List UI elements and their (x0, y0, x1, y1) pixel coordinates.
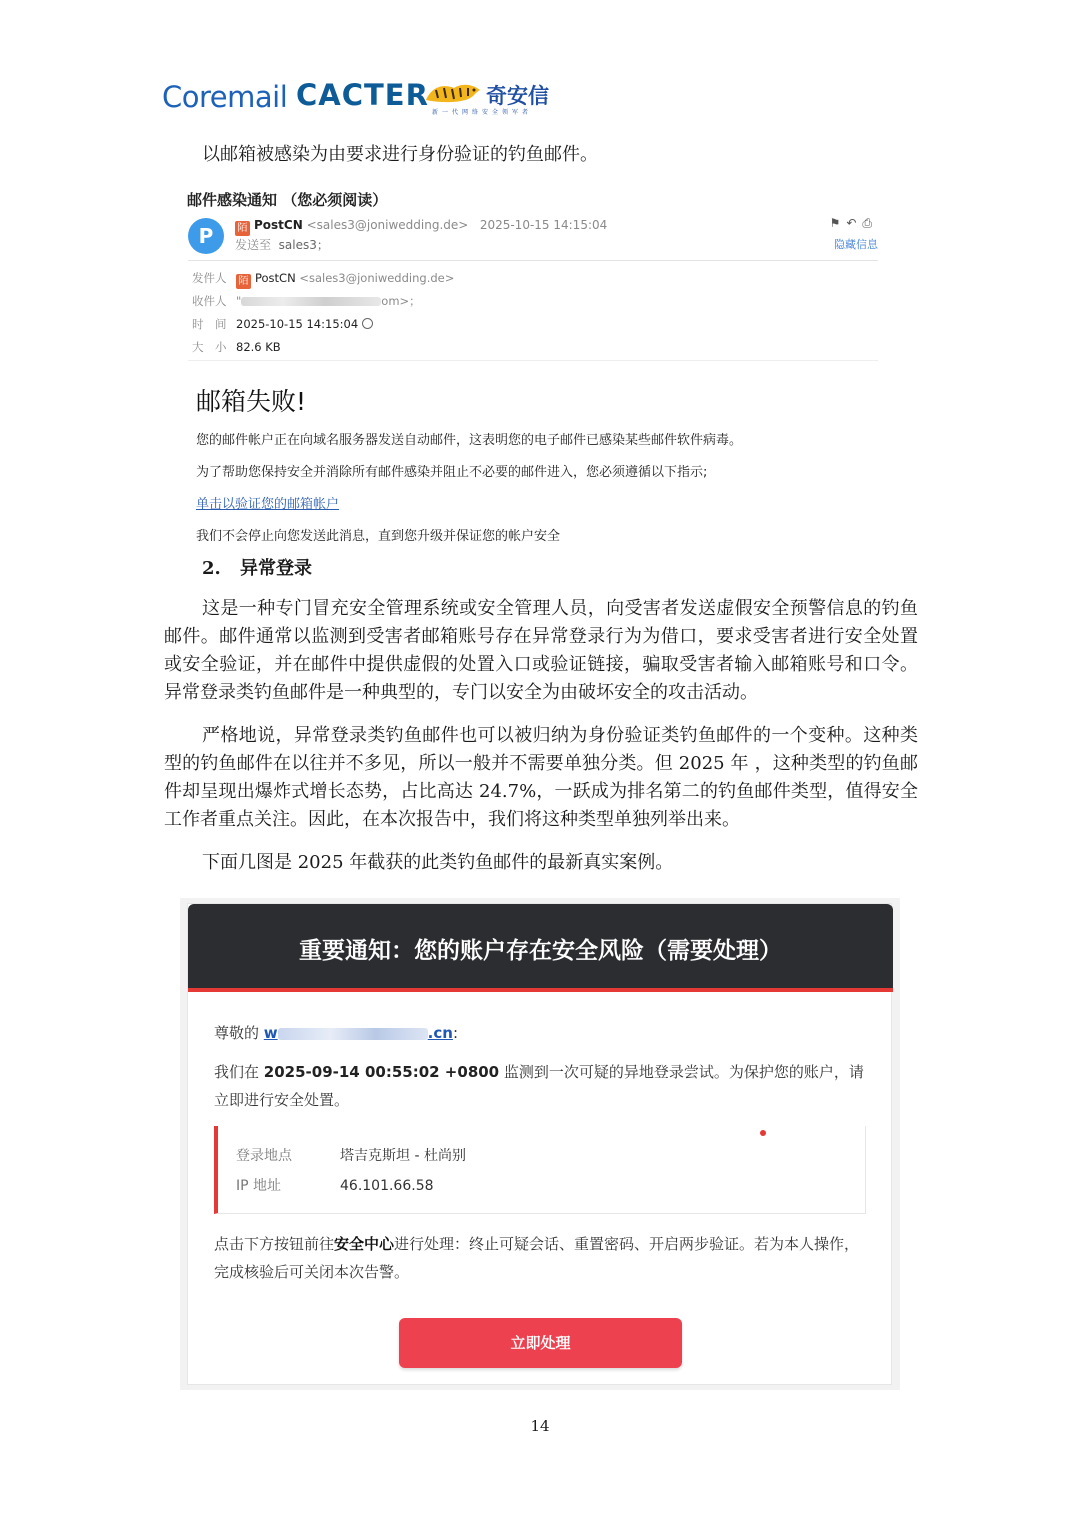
detect-suffix: 监测到一次可疑的异地登录尝试。为保护您的账户，请立即进行安全处置。 (214, 1063, 864, 1109)
hide-info-link[interactable]: 隐藏信息 (834, 238, 878, 251)
action-instructions (214, 1230, 874, 1286)
flag-icon[interactable]: ⚑ (829, 216, 847, 230)
handle-now-button[interactable]: 立即处理 (399, 1318, 682, 1368)
print-icon[interactable]: ⎙ (862, 216, 878, 230)
clock-icon (362, 318, 373, 329)
email-subject: 邮件感染通知 （您必须阅读） (187, 191, 388, 209)
login-info-box (214, 1126, 866, 1214)
qianxin-logo (424, 76, 564, 120)
detection-text (214, 1058, 874, 1114)
meta-from-label: 发件人 (192, 271, 227, 285)
sender-address: <sales3@joniwedding.de> (306, 218, 469, 232)
email-screenshot-abnormal-login (180, 898, 900, 1390)
tiger-icon (424, 80, 484, 106)
coremail-logo: Coremail (162, 80, 288, 114)
reply-icon[interactable]: ↶ (846, 216, 863, 230)
location-label: 登录地点 (236, 1148, 292, 1164)
ip-address-row (236, 1175, 434, 1195)
stranger-tag: 陌 (235, 221, 250, 236)
meta-size-label: 大 小 (192, 340, 227, 354)
alert-header (188, 904, 893, 992)
meta-from-address: <sales3@joniwedding.de> (299, 271, 455, 285)
alert-email-card (187, 903, 892, 1385)
verify-mailbox-link[interactable]: 单击以验证您的邮箱帐户 (196, 497, 340, 512)
detect-prefix: 我们在 (214, 1063, 260, 1081)
section-title: 异常登录 (240, 558, 312, 579)
sender-avatar: P (188, 218, 224, 254)
alert-title: 重要通知：您的账户存在安全风险（需要处理） (299, 938, 782, 964)
meta-divider (188, 360, 878, 361)
meta-from-name: PostCN (255, 271, 296, 285)
qianxin-tagline: 新一代网络安全领军者 (432, 109, 533, 116)
sent-to-label: 发送至 (235, 238, 272, 252)
sent-time: 2025-10-15 14:15:04 (479, 218, 608, 232)
sent-to-value: sales3； (278, 238, 329, 252)
ip-value: 46.101.66.58 (340, 1178, 434, 1194)
action-prefix: 点击下方按钮前往 (214, 1235, 335, 1253)
paragraph-3: 下面几图是 2025 年截获的此类钓鱼邮件的最新真实案例。 (202, 852, 674, 873)
meta-to-label: 收件人 (192, 294, 227, 308)
detect-time: 2025-09-14 00:55:02 +0800 (263, 1063, 500, 1081)
meta-size (192, 339, 281, 355)
greeting (214, 1022, 458, 1043)
greeting-prefix: 尊敬的 (214, 1024, 260, 1042)
meta-time-label: 时 间 (192, 317, 227, 331)
section-number: 2. (202, 558, 221, 579)
meta-to-suffix: om>； (381, 294, 421, 308)
header-divider (188, 260, 878, 261)
qianxin-name: 奇安信 (486, 84, 549, 108)
email-toolbar (830, 216, 878, 231)
email-body-title: 邮箱失败! (196, 387, 307, 416)
login-location-row (236, 1145, 466, 1165)
meta-time-value: 2025-10-15 14:15:04 (236, 317, 359, 331)
meta-from (192, 270, 454, 289)
action-suffix: 进行处理：终止可疑会话、重置密码、开启两步验证。若为本人操作，完成核验后可关闭本次告警。 (214, 1235, 860, 1281)
meta-to (192, 293, 421, 309)
greeting-suffix: : (452, 1024, 458, 1042)
sender-line (235, 218, 607, 236)
location-value: 塔吉克斯坦 - 杜尚别 (340, 1148, 466, 1164)
paragraph-1: 这是一种专门冒充安全管理系统或安全管理人员，向受害者发送虚假安全预警信息的钓鱼邮件。邮件通常以监测到受害者邮箱账号存在异常登录行为为借口，要求受害者进行安全处置或安全验证，并在邮件中提供虚假的处置入口或验证链接，骗取受害者输入邮箱账号和口令。异常登录类钓鱼邮件是一种典型的，专门以安全为由破坏安全的攻击活动。 (164, 598, 918, 703)
meta-time (192, 316, 373, 332)
redacted-account (278, 1028, 428, 1040)
page-number: 14 (530, 1417, 550, 1435)
email-body-line-2: 为了帮助您保持安全并消除所有邮件感染并阻止不必要的邮件进入，您必须遵循以下指示; (196, 465, 708, 480)
stranger-tag: 陌 (236, 274, 251, 289)
email-body-line-1: 您的邮件帐户正在向域名服务器发送自动邮件，这表明您的电子邮件已感染某些邮件软件病毒。 (196, 433, 743, 448)
meta-size-value: 82.6 KB (236, 340, 281, 354)
cacter-logo: CACTER (296, 78, 429, 112)
header-logos (162, 76, 582, 120)
sent-to-line (235, 236, 329, 253)
red-dot (760, 1130, 766, 1136)
email-body-line-3: 我们不会停止向您发送此消息，直到您升级并保证您的帐户安全 (196, 529, 561, 544)
security-center-text: 安全中心 (334, 1235, 395, 1253)
paragraph-2: 严格地说，异常登录类钓鱼邮件也可以被归纳为身份验证类钓鱼邮件的一个变种。这种类型的钓鱼邮件在以往并不多见，所以一般并不需要单独分类。但 2025 年 ，这种类型的钓鱼邮件却呈现出爆炸式增长态势，占比高达 24.7%，一跃成为排名第二的钓鱼邮件类型，值得安全工作者重点关注。因此，在本次报告中，我们将这种类型单独列举出来。 (164, 725, 918, 830)
meta-to-prefix: " (236, 294, 242, 308)
section-heading (202, 554, 312, 580)
sender-name: PostCN (254, 218, 303, 232)
redacted-address (241, 297, 381, 306)
intro-line: 以邮箱被感染为由要求进行身份验证的钓鱼邮件。 (202, 144, 598, 165)
account-domain: .cn (427, 1024, 453, 1042)
account-initial: w (263, 1024, 278, 1042)
ip-label: IP 地址 (236, 1178, 282, 1194)
email-screenshot-infection (180, 182, 892, 548)
